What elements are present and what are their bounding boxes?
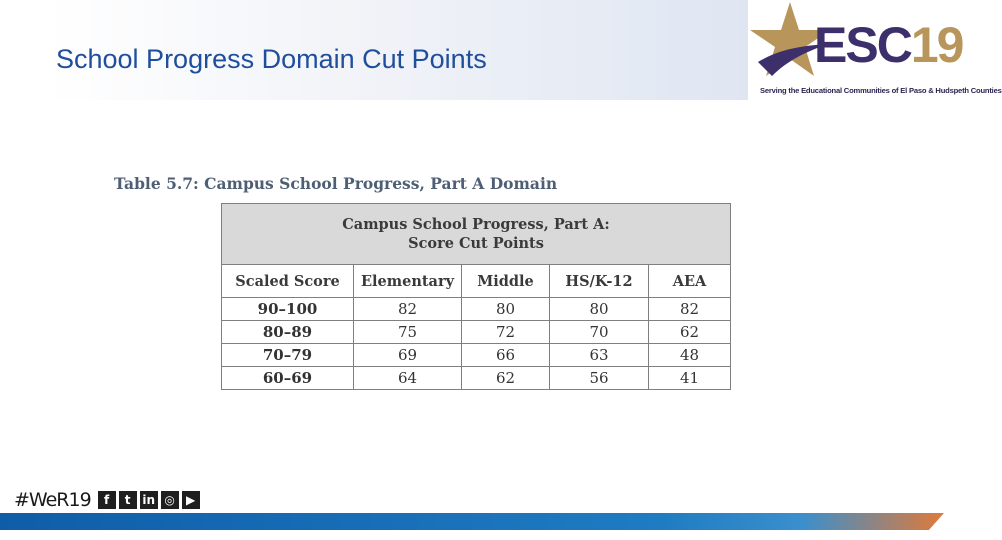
table-cell: 69 [354, 344, 462, 367]
facebook-icon[interactable]: f [98, 491, 116, 509]
twitter-icon[interactable]: t [119, 491, 137, 509]
scaled-score-cell: 70–79 [222, 344, 354, 367]
table-row [222, 367, 731, 390]
table-cell: 80 [550, 298, 649, 321]
logo-wordmark [814, 17, 963, 73]
table-cell: 70 [550, 321, 649, 344]
instagram-icon[interactable]: ◎ [161, 491, 179, 509]
table-row [222, 344, 731, 367]
scaled-score-cell: 60–69 [222, 367, 354, 390]
logo-tagline: Serving the Educational Communities of El Paso & Hudspeth Counties [760, 86, 1002, 95]
table-cell: 66 [462, 344, 550, 367]
table-cell: 82 [354, 298, 462, 321]
column-header: HS/K-12 [550, 265, 649, 298]
table-cell: 62 [462, 367, 550, 390]
table-cell: 64 [354, 367, 462, 390]
scaled-score-cell: 90–100 [222, 298, 354, 321]
scaled-score-cell: 80–89 [222, 321, 354, 344]
column-header: Middle [462, 265, 550, 298]
slide-title: School Progress Domain Cut Points [56, 44, 487, 74]
table-title-line1: Campus School Progress, Part A: [342, 216, 610, 233]
table-cell: 62 [649, 321, 731, 344]
table-caption: Table 5.7: Campus School Progress, Part A Domain [114, 174, 558, 193]
table-row [222, 321, 731, 344]
table-cell: 63 [550, 344, 649, 367]
table-cell: 75 [354, 321, 462, 344]
column-header: Scaled Score [222, 265, 354, 298]
table-cell: 56 [550, 367, 649, 390]
table-title-line2: Score Cut Points [408, 235, 544, 252]
youtube-icon[interactable]: ▶ [182, 491, 200, 509]
table-cell: 72 [462, 321, 550, 344]
social-footer [14, 488, 200, 512]
column-header: Elementary [354, 265, 462, 298]
table-cell: 41 [649, 367, 731, 390]
table-cell: 48 [649, 344, 731, 367]
footer-bar [0, 513, 944, 530]
table-row [222, 298, 731, 321]
hashtag: #WeR19 [14, 489, 91, 511]
esc19-logo [748, 0, 1002, 104]
cut-points-table [221, 203, 731, 390]
table-column-headers [222, 265, 731, 298]
table-cell: 80 [462, 298, 550, 321]
table-cell: 82 [649, 298, 731, 321]
logo-wordmark-esc: ESC [814, 17, 911, 73]
column-header: AEA [649, 265, 731, 298]
logo-wordmark-19: 19 [910, 17, 963, 73]
table-title-cell [222, 204, 731, 265]
linkedin-icon[interactable]: in [140, 491, 158, 509]
